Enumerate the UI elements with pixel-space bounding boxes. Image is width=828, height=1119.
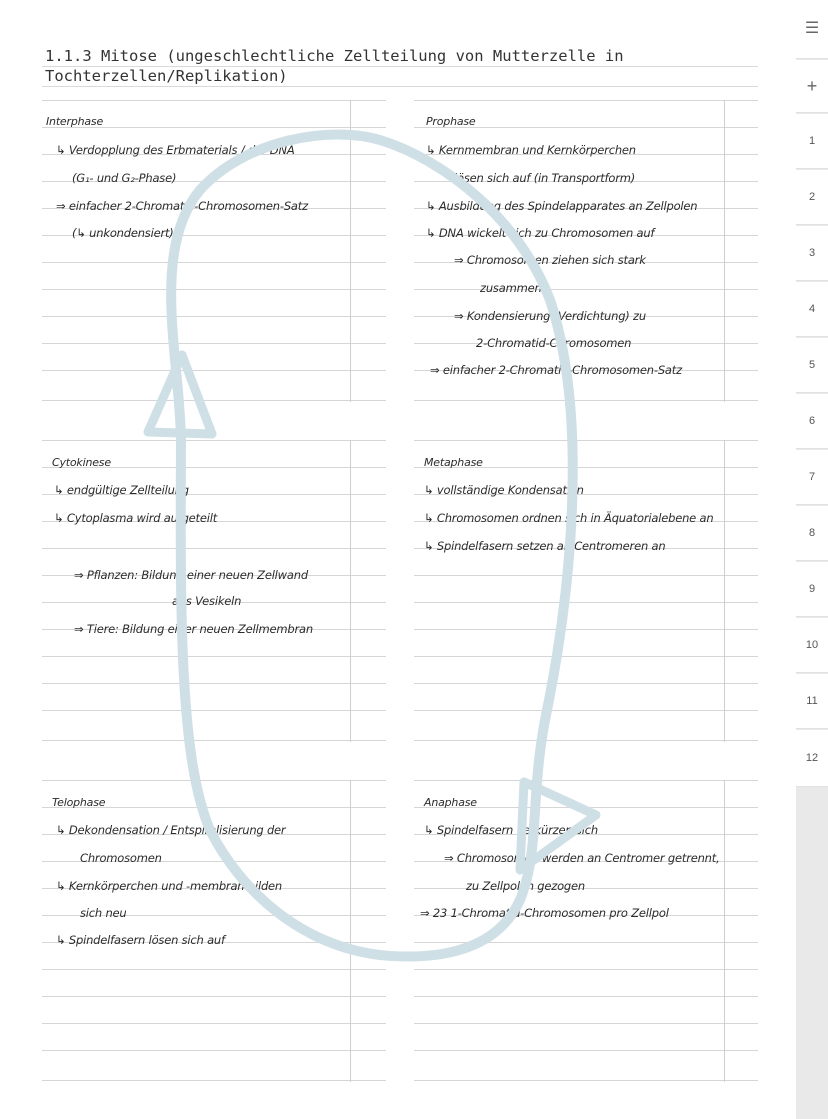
page-tab-6[interactable]: 6 (796, 394, 828, 449)
note-line: (↳ unkondensiert) (72, 226, 174, 240)
note-line: ↳ Ausbildung des Spindelapparates an Zellpolen (426, 199, 698, 213)
note-line: ⇒ einfacher 2-Chromatid-Chromosomen-Satz (430, 363, 682, 377)
page-tab-3[interactable]: 3 (796, 226, 828, 281)
note-line: ↳ vollständige Kondensation (424, 483, 584, 497)
page-tab-9[interactable]: 9 (796, 562, 828, 617)
menu-icon[interactable]: ☰ (796, 0, 828, 59)
note-line: ⇒ Tiere: Bildung einer neuen Zellmembran (74, 622, 313, 636)
note-line: ↳ Spindelfasern verkürzen sich (424, 823, 598, 837)
page-tab-5[interactable]: 5 (796, 338, 828, 393)
note-line: ↳ Spindelfasern lösen sich auf (56, 933, 225, 947)
page-tab-1[interactable]: 1 (796, 114, 828, 169)
page-tab-4[interactable]: 4 (796, 282, 828, 337)
note-line: zusammen (480, 281, 542, 295)
section-interphase (42, 100, 386, 402)
note-line: lösen sich auf (in Transportform) (454, 171, 636, 185)
section-heading: Interphase (46, 115, 104, 128)
page-sidebar (796, 0, 828, 1119)
section-heading: Metaphase (424, 456, 483, 469)
section-telophase (42, 780, 386, 1082)
note-line: ↳ Kernkörperchen und -membran bilden (56, 879, 283, 893)
section-metaphase (414, 440, 758, 742)
note-line: ⇒ Chromosomen werden an Centromer getrennt, (444, 851, 720, 865)
page-tab-7[interactable]: 7 (796, 450, 828, 505)
note-line: aus Vesikeln (172, 594, 242, 608)
note-line: ⇒ 23 1-Chromatid-Chromosomen pro Zellpol (420, 906, 669, 920)
section-heading: Cytokinese (52, 456, 111, 469)
note-line: ⇒ Chromosomen ziehen sich stark (454, 253, 646, 267)
section-heading: Anaphase (424, 796, 477, 809)
add-page-icon[interactable]: + (796, 60, 828, 113)
page-tab-8[interactable]: 8 (796, 506, 828, 561)
page-title: 1.1.3 Mitose (ungeschlechtliche Zellteilung von Mutterzelle in Tochterzellen/Replikation) (45, 47, 633, 85)
note-line: sich neu (80, 906, 127, 920)
note-line: ↳ Dekondensation / Entspiralisierung der (56, 823, 286, 837)
note-line: ↳ Spindelfasern setzen an Centromeren an (424, 539, 666, 553)
ruling-line (42, 86, 758, 87)
page-tab-12[interactable]: 12 (796, 730, 828, 787)
note-line: ⇒ Pflanzen: Bildung einer neuen Zellwand (74, 568, 308, 582)
note-line: ↳ Cytoplasma wird aufgeteilt (54, 511, 218, 525)
section-anaphase (414, 780, 758, 1082)
page-tab-2[interactable]: 2 (796, 170, 828, 225)
note-line: ↳ Chromosomen ordnen sich in Äquatorialebene an (424, 511, 714, 525)
page-tab-11[interactable]: 11 (796, 674, 828, 729)
note-line: Chromosomen (80, 851, 162, 865)
section-cytokinese (42, 440, 386, 742)
page-tab-10[interactable]: 10 (796, 618, 828, 673)
note-line: ⇒ Kondensierung (Verdichtung) zu (454, 309, 646, 323)
section-heading: Telophase (52, 796, 106, 809)
note-line: 2-Chromatid-Chromosomen (476, 336, 632, 350)
note-line: (G₁- und G₂-Phase) (72, 171, 177, 185)
note-line: ↳ Verdopplung des Erbmaterials / der DNA (56, 143, 295, 157)
note-line: zu Zellpolen gezogen (466, 879, 585, 893)
section-heading: Prophase (426, 115, 476, 128)
note-line: ↳ DNA wickelt sich zu Chromosomen auf (426, 226, 655, 240)
note-line: ⇒ einfacher 2-Chromatid-Chromosomen-Satz (56, 199, 308, 213)
section-prophase (414, 100, 758, 402)
note-line: ↳ endgültige Zellteilung (54, 483, 189, 497)
note-line: ↳ Kernmembran und Kernkörperchen (426, 143, 636, 157)
ruling-line (42, 66, 758, 67)
